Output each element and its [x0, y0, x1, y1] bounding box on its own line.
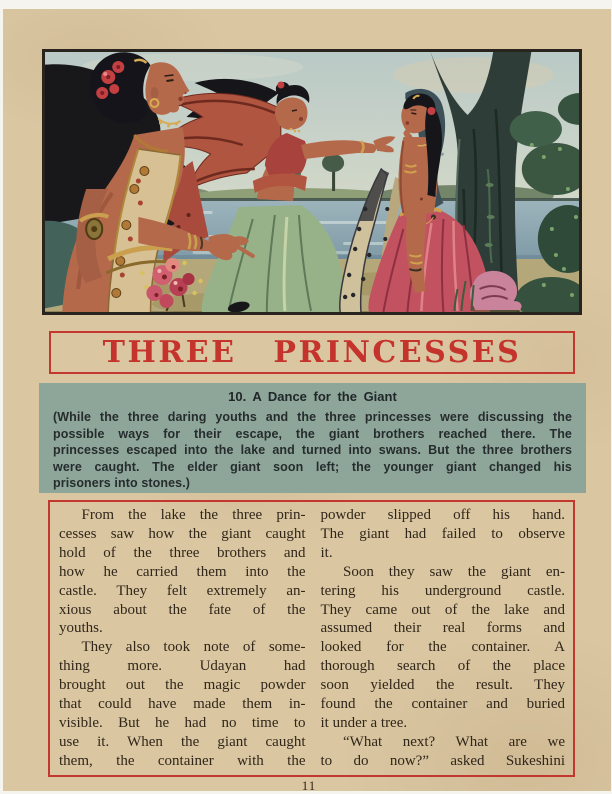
title-box	[49, 331, 575, 374]
illustration-svg	[42, 49, 582, 315]
scanned-page	[3, 9, 611, 791]
story-column-left: From the lake the three prin- cesses saw how the giant caught hold of the three brothers and how he carried them into the castle. They felt extremely an- xious about the fate of the youths. They also took note of some- thing more. Udayan had brought out the magic powder that could have made them in- visible. But he had no time to use it. When the giant caught them, the container with the	[59, 507, 306, 769]
story-column-right: powder slipped off his hand. The giant had failed to observe it. Soon they saw the giant en- tering his underground castle. They came out of the lake and assumed their real forms and looked for the container. A thorough search of the place soon yielded the result. They found the container and buried it under a tree. “What next? What are we to do now?” asked Sukeshini	[320, 507, 565, 769]
chapter-panel	[39, 383, 586, 493]
intro-paragraph: (While the three daring youths and the three princesses were discussing the possible ways for their escape, the giant brothers reached there. The princesses escaped into the lake and turned into swans. But the three brothers were caught. The elder giant soon left; the younger giant changed his prisoners into stones.)	[53, 410, 572, 491]
chapter-heading: 10. A Dance for the Giant	[228, 389, 397, 404]
page-number: 11	[301, 778, 317, 793]
page-title: THREE PRINCESSES	[102, 334, 522, 370]
story-illustration	[42, 49, 582, 315]
story-box	[48, 500, 575, 777]
